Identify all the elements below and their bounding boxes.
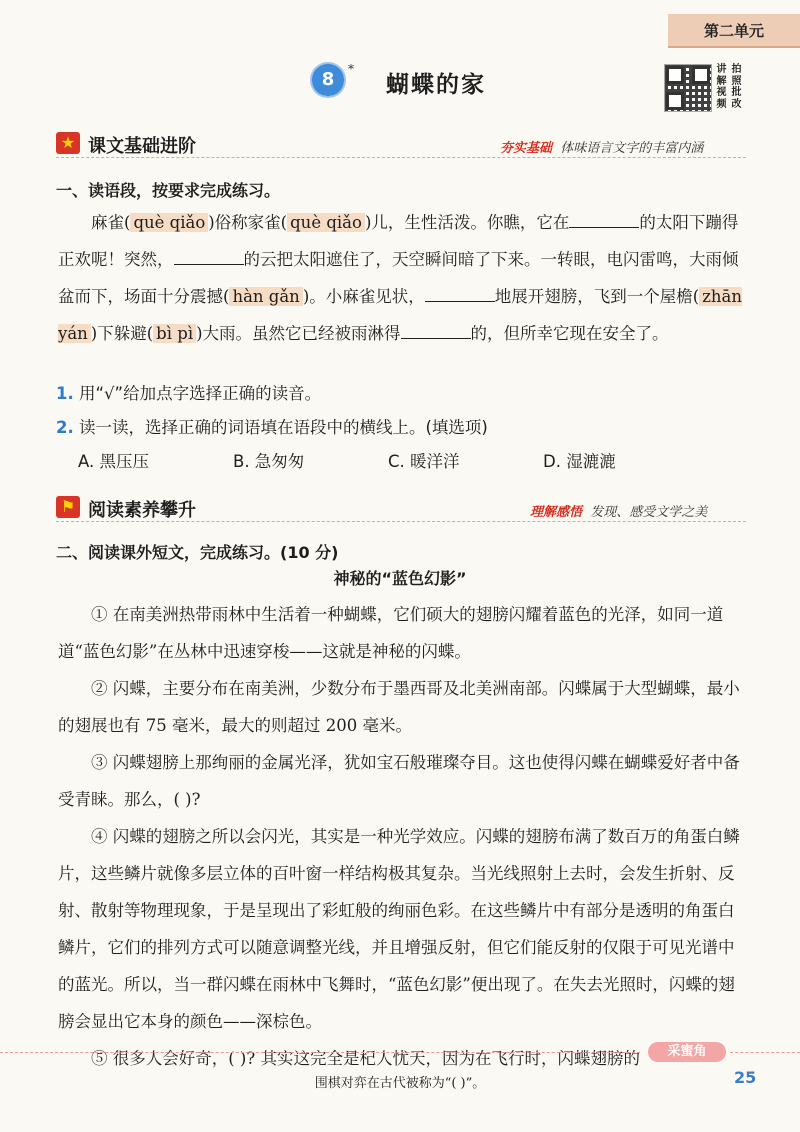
footer-riddle: 围棋对弈在古代被称为“( )”。	[314, 1076, 486, 1091]
story-paragraph: ⑤ 很多人会好奇，( )? 其实这完全是杞人忧天，因为在飞行时，闪蝶翅膀的	[91, 1049, 640, 1068]
page-number: 25	[734, 1068, 757, 1087]
story-title: 神秘的“蓝色幻影”	[333, 569, 467, 588]
section-divider	[56, 157, 746, 158]
task-2: 2. 读一读，选择正确的词语填在语段中的横线上。(填选项)	[56, 418, 488, 437]
pinyin-choice[interactable]: bì pì	[153, 324, 196, 343]
section-subtitle: 理解感悟 发现、感受文学之美	[530, 505, 708, 520]
qr-corner	[666, 66, 684, 84]
fill-blank[interactable]	[174, 250, 244, 265]
passage: 麻雀( què qiǎo )俗称家雀( què qiǎo )儿，生性活泼。你瞧，它在 的太阳下蹦得正欢呢！突然， 的云把太阳遮住了，天空瞬间暗了下来。一转眼，电闪雷鸣，大雨倾盆而下，场面十分震撼( hàn gǎn )。小麻雀见状， 地展开翅膀，飞到一个屋檐( zhān yán )下躲避( bì pì )大雨。虽然它已经被雨淋得 的，但所幸它现在安全了。	[58, 213, 742, 343]
qr-code-icon[interactable]	[664, 64, 712, 112]
option-c[interactable]: C. 暖洋洋	[388, 452, 460, 471]
task-1: 1. 用“√”给加点字选择正确的读音。	[56, 384, 322, 403]
unit-label: 第二单元	[703, 22, 764, 40]
fill-blank[interactable]	[425, 287, 495, 302]
fill-blank[interactable]	[569, 213, 639, 228]
lesson-title: 蝴蝶的家	[386, 72, 486, 98]
corner-badge: 采蜜角	[648, 1042, 726, 1062]
story-paragraph: ② 闪蝶，主要分布在南美洲，少数分布于墨西哥及北美洲南部。闪蝶属于大型蝴蝶，最小的翅展也有 75 毫米，最大的则超过 200 毫米。	[58, 679, 740, 735]
qr-caption: 讲 拍 解 照 视 批 频 改	[716, 64, 742, 110]
section-divider	[56, 521, 746, 522]
lesson-mark: *	[348, 62, 354, 76]
pinyin-choice[interactable]: hàn gǎn	[229, 287, 302, 306]
story-paragraph: ① 在南美洲热带雨林中生活着一种蝴蝶，它们硕大的翅膀闪耀着蓝色的光泽，如同一道道“蓝色幻影”在丛林中迅速穿梭——这就是神秘的闪蝶。	[58, 605, 724, 661]
story-paragraph: ④ 闪蝶的翅膀之所以会闪光，其实是一种光学效应。闪蝶的翅膀布满了数百万的角蛋白鳞片，这些鳞片就像多层立体的百叶窗一样结构极其复杂。当光线照射上去时，会发生折射、反射、散射等物理现象，于是呈现出了彩虹般的绚丽色彩。在这些鳞片中有部分是透明的角蛋白鳞片，它们的排列方式可以随意调整光线，并且增强反射，但它们能反射的仅限于可见光谱中的蓝光。所以，当一群闪蝶在雨林中飞舞时，“蓝色幻影”便出现了。在失去光照时，闪蝶的翅膀会显出它本身的颜色——深棕色。	[58, 827, 740, 1031]
flag-icon: ⚑	[56, 496, 80, 518]
section-title-reading: 阅读素养攀升	[88, 500, 196, 521]
qr-corner	[666, 92, 684, 110]
pinyin-choice[interactable]: zhān yán	[58, 287, 742, 343]
footer-divider	[730, 1052, 800, 1053]
question-heading: 二、阅读课外短文，完成练习。(10 分)	[56, 543, 339, 562]
option-d[interactable]: D. 湿漉漉	[543, 452, 616, 471]
pinyin-choice[interactable]: què qiǎo	[287, 213, 365, 232]
option-a[interactable]: A. 黑压压	[78, 452, 149, 471]
word-options	[78, 448, 698, 472]
question-heading: 一、读语段，按要求完成练习。	[56, 181, 281, 200]
story-body	[58, 596, 748, 1077]
star-flag-icon: ★	[56, 132, 80, 154]
pinyin-choice[interactable]: què qiǎo	[130, 213, 208, 232]
section-subtitle: 夯实基础 体味语言文字的丰富内涵	[500, 141, 704, 156]
fill-blank[interactable]	[401, 324, 471, 339]
story-paragraph: ③ 闪蝶翅膀上那绚丽的金属光泽，犹如宝石般璀璨夺目。这也使得闪蝶在蝴蝶爱好者中备受青睐。那么，( )?	[58, 753, 740, 809]
footer-divider	[0, 1052, 640, 1053]
lesson-number-badge: 8	[312, 64, 344, 96]
qr-corner	[692, 66, 710, 84]
option-b[interactable]: B. 急匆匆	[233, 452, 305, 471]
section-title-basics: 课文基础进阶	[88, 136, 196, 157]
